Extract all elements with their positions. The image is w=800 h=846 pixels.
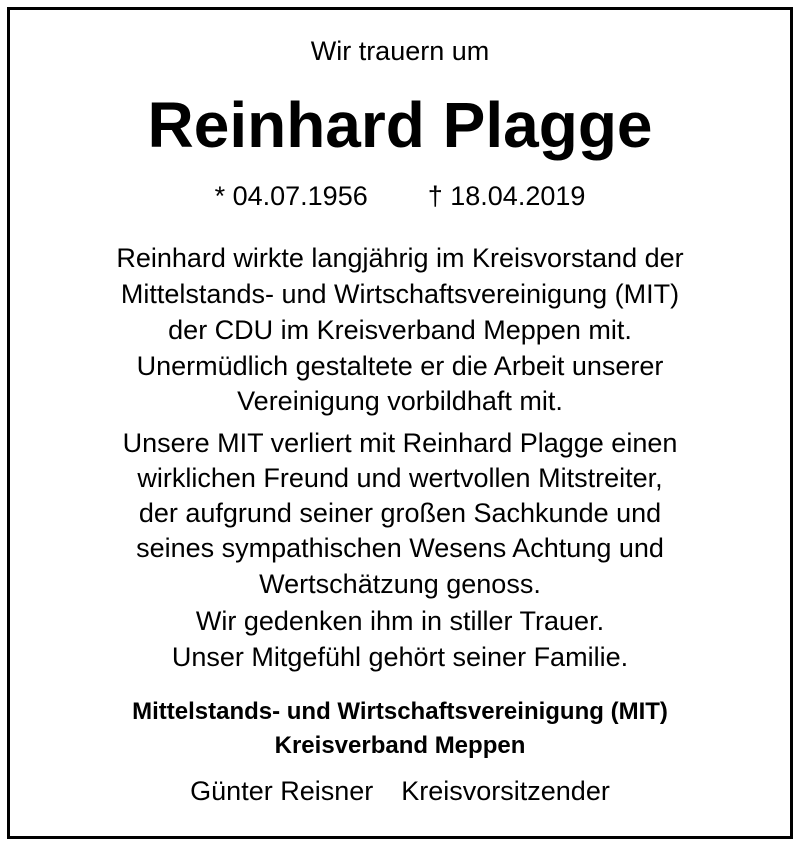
organization-name: Mittelstands- und Wirtschaftsvereinigung (MIT) bbox=[132, 698, 668, 725]
death-date: † 18.04.2019 bbox=[427, 181, 586, 211]
obituary-notice bbox=[7, 7, 793, 839]
signatory-role: Kreisvorsitzender bbox=[401, 776, 610, 806]
life-dates bbox=[10, 181, 790, 212]
intro-text: Wir trauern um bbox=[310, 36, 490, 66]
text-line: wirklichen Freund und wertvollen Mitstreiter, bbox=[137, 463, 663, 493]
text-line: Wertschätzung genoss. bbox=[259, 569, 541, 599]
text-line: der CDU im Kreisverband Meppen mit. bbox=[168, 315, 632, 345]
text-line: Unsere MIT verliert mit Reinhard Plagge einen bbox=[122, 428, 678, 458]
text-line: Wir gedenken ihm in stiller Trauer. bbox=[195, 606, 605, 636]
organization-branch: Kreisverband Meppen bbox=[274, 732, 526, 759]
text-line: seines sympathischen Wesens Achtung und bbox=[136, 533, 664, 563]
birth-date: * 04.07.1956 bbox=[214, 181, 368, 211]
text-line: der aufgrund seiner großen Sachkunde und bbox=[138, 498, 662, 528]
deceased-name: Reinhard Plagge bbox=[147, 89, 653, 161]
text-line: Unser Mitgefühl gehört seiner Familie. bbox=[171, 642, 629, 672]
text-line: Vereinigung vorbildhaft mit. bbox=[237, 386, 563, 416]
signature bbox=[10, 776, 790, 807]
text-line: Reinhard wirkte langjährig im Kreisvorstand der bbox=[116, 243, 684, 273]
text-line: Unermüdlich gestaltete er die Arbeit unserer bbox=[136, 351, 664, 381]
text-line: Mittelstands- und Wirtschaftsvereinigung (MIT) bbox=[120, 279, 680, 309]
signatory-name: Günter Reisner bbox=[190, 776, 374, 806]
